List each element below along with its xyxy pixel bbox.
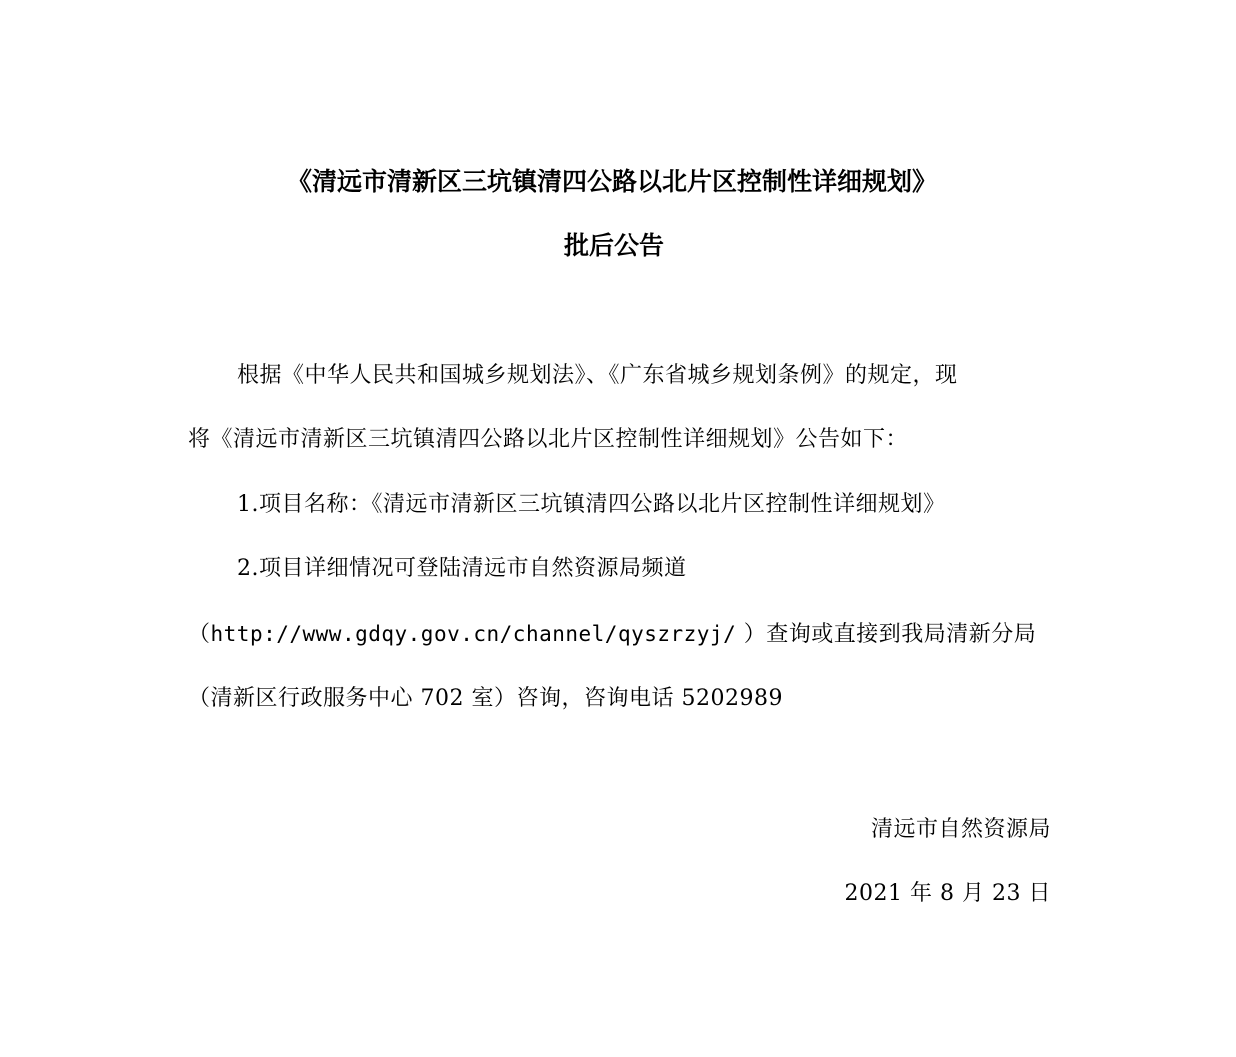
paragraph-1-line-2: 将《清远市清新区三坑镇清四公路以北片区控制性详细规划》公告如下： [188, 427, 909, 452]
channel-url: http://www.gdqy.gov.cn/channel/qyszrzyj/ [210, 622, 737, 646]
details-line-2-rest: ）查询或直接到我局清新分局 [736, 622, 1037, 647]
item-project-name: 1.项目名称：《清远市清新区三坑镇清四公路以北片区控制性详细规划》 [237, 492, 946, 517]
item-project-details-line-2 [188, 619, 1036, 650]
signer: 清远市自然资源局 [870, 817, 1051, 842]
open-paren: （ [188, 622, 211, 647]
document-subtitle: 批后公告 [563, 231, 664, 260]
issue-date: 2021 年 8 月 23 日 [844, 881, 1051, 906]
paragraph-1-line-1: 根据《中华人民共和国城乡规划法》、《广东省城乡规划条例》的规定，现 [237, 363, 958, 388]
document-title: 《清远市清新区三坑镇清四公路以北片区控制性详细规划》 [286, 167, 937, 196]
item-project-details-line-3: （清新区行政服务中心 702 室）咨询，咨询电话 5202989 [188, 686, 783, 711]
item-project-details-line-1: 2.项目详细情况可登陆清远市自然资源局频道 [237, 556, 687, 581]
